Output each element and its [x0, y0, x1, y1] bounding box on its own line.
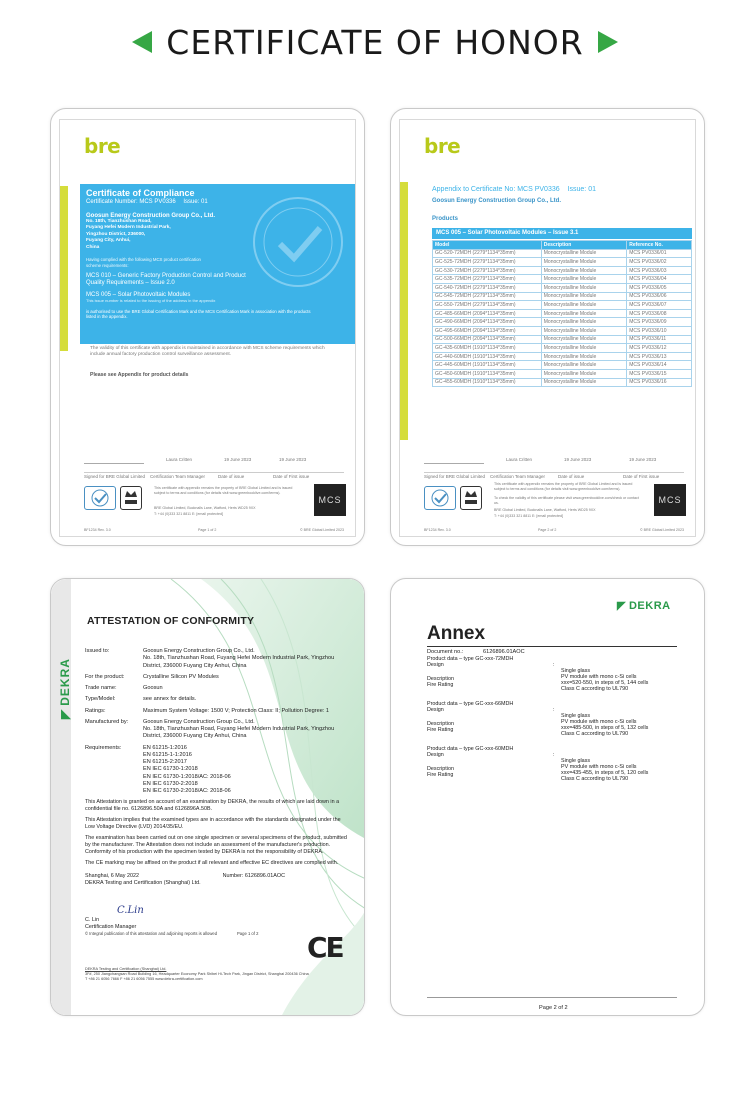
model-cell: GC-530-72MDH (2279*1134*35mm): [433, 266, 542, 275]
product-group: [427, 656, 677, 698]
footer-contact: T +86 21 6056 7666 F +86 21 6056 7555 www.dekra-certification.com: [85, 977, 203, 982]
compliance-panel: [80, 184, 356, 344]
reference-cell: MCS PV0336/05: [627, 283, 692, 292]
signer-block: [85, 917, 136, 931]
address-line: No. 18th, Tianzhushan Road,: [86, 219, 152, 224]
table-row: [433, 266, 692, 275]
column-header-reference: Reference No.: [627, 241, 692, 250]
reference-cell: MCS PV0336/09: [627, 318, 692, 327]
design-value: Single glass: [561, 668, 591, 674]
date-of-issue: 19 June 2023: [564, 457, 592, 462]
description-cell: Monocrystalline Module: [541, 369, 626, 378]
page-number: Page 1 of 2: [237, 931, 259, 936]
reference-cell: MCS PV0336/01: [627, 249, 692, 258]
field-label: Trade name:: [85, 685, 117, 692]
footer-note: This certificate with appendix remains the property of BRE Global Limited and is issued subject to terms and conditions (for details visit www.greenbooklive.com/terms).: [154, 486, 293, 495]
products-table-wrap: [432, 240, 692, 387]
description-cell: Monocrystalline Module: [541, 249, 626, 258]
model-cell: GC-435-60MDH (1910*1134*35mm): [433, 344, 542, 353]
field-value: see annex for details.: [143, 696, 197, 703]
ukas-seal: [84, 486, 116, 510]
reference-cell: MCS PV0336/14: [627, 361, 692, 370]
signer-name: Laura Critten: [166, 457, 193, 462]
group-heading: Product data – type GC-xxx-66MDH: [427, 701, 514, 707]
description-value: PV module with mono c-Si cells: [561, 719, 637, 725]
ukas-seal: [424, 486, 456, 510]
reference-cell: MCS PV0336/16: [627, 378, 692, 387]
design-label: Design: [427, 752, 444, 758]
description-cell: Monocrystalline Module: [541, 301, 626, 310]
dekra-side-logo: [55, 639, 75, 719]
products-label: Products: [432, 216, 459, 222]
product-group: [427, 746, 677, 788]
table-row: [433, 275, 692, 284]
reference-cell: MCS PV0336/10: [627, 326, 692, 335]
signature-labels: [84, 472, 344, 480]
range-value: xxx=435-455, in steps of 5, 120 cells: [561, 770, 649, 776]
model-cell: GC-525-72MDH (2279*1134*35mm): [433, 258, 542, 267]
annex-bottom-rule: [427, 997, 677, 998]
table-row: [433, 318, 692, 327]
attestation-page: [51, 579, 365, 1016]
date-first-issue: 19 June 2023: [629, 457, 657, 462]
field-row: [85, 695, 345, 706]
table-row: [433, 335, 692, 344]
attestation-number: Number: 6126896.01AOC: [222, 873, 285, 880]
role-label: Certification Team Manager: [490, 474, 545, 479]
certificate-page: [59, 119, 356, 537]
certificate-number: Certificate Number: MCS PV0336: [86, 199, 176, 205]
signature-line: [424, 463, 484, 464]
description-cell: Monocrystalline Module: [541, 335, 626, 344]
field-row: [85, 647, 345, 673]
model-cell: GC-535-72MDH (2279*1134*35mm): [433, 275, 542, 284]
standard-mcs010: MCS 010 – Generic Factory Production Control and Product Quality Requirements – Issue 2.0: [86, 272, 246, 286]
field-label: Issued to:: [85, 648, 110, 654]
model-cell: GC-495-66MDH (2094*1134*35mm): [433, 326, 542, 335]
model-cell: GC-545-72MDH (2279*1134*35mm): [433, 292, 542, 301]
table-row: [433, 292, 692, 301]
field-row: [85, 684, 345, 695]
date-first-issue: 19 June 2023: [279, 457, 307, 462]
description-cell: Monocrystalline Module: [541, 266, 626, 275]
table-row: [433, 283, 692, 292]
address-line: Fuyang Hefei Modern Industrial Park,: [86, 225, 171, 231]
field-row: [85, 673, 345, 684]
certificate-title: Certificate of Compliance: [86, 188, 195, 198]
company-name: Goosun Energy Construction Group Co., Ltd.: [86, 213, 215, 219]
table-row: [433, 378, 692, 387]
reference-cell: MCS PV0336/13: [627, 352, 692, 361]
dekra-arrow-icon: ◤: [617, 600, 626, 612]
group-heading: Product data – type GC-xxx-60MDH: [427, 746, 514, 752]
see-appendix: Please see Appendix for product details: [90, 372, 189, 378]
company-name: Goosun Energy Construction Group Co., Ltd.: [432, 198, 561, 204]
group-heading: Product data – type GC-xxx-72MDH: [427, 656, 514, 662]
design-label: Design: [427, 707, 444, 713]
model-cell: GC-540-72MDH (2279*1134*35mm): [433, 283, 542, 292]
table-row: [433, 258, 692, 267]
date-issue-label: Date of issue: [558, 474, 585, 479]
model-cell: GC-500-66MDH (2094*1134*35mm): [433, 335, 542, 344]
mcs-logo: MCS: [654, 484, 686, 516]
paragraph-ce: The CE marking may be affixed on the product if all relevant and effective EC directives are complied with.: [85, 860, 339, 867]
colon: :: [553, 752, 555, 758]
crown-icon: [121, 487, 141, 509]
place-date: Shanghai, 6 May 2022: [85, 873, 139, 880]
fire-rating-value: Class C according to UL790: [561, 776, 629, 782]
model-cell: GC-520-72MDH (2279*1134*35mm): [433, 249, 542, 258]
role-label: Certification Team Manager: [150, 474, 205, 479]
signature: C.Lin: [117, 905, 144, 916]
document-value: 6126896.01AOC: [483, 649, 525, 655]
column-header-description: Description: [541, 241, 626, 250]
reference-cell: MCS PV0336/04: [627, 275, 692, 284]
footer-address: BRE Global Limited, Bucknalls Lane, Watford, Herts WD25 9XX: [154, 506, 256, 510]
model-cell: GC-550-72MDH (2279*1134*35mm): [433, 301, 542, 310]
field-label: For the product:: [85, 673, 125, 680]
description-cell: Monocrystalline Module: [541, 344, 626, 353]
field-value: Goosun: [143, 685, 163, 692]
dekra-arrow-icon: ◤: [58, 708, 72, 719]
field-label: Requirements:: [85, 744, 122, 751]
copyright: © BRE Global Limited 2023: [300, 528, 344, 532]
description-cell: Monocrystalline Module: [541, 318, 626, 327]
model-cell: GC-485-66MDH (2094*1134*35mm): [433, 309, 542, 318]
footer-contact: T: +44 (0)333 321 8811 E: [email protected]: [494, 514, 563, 518]
integral-note: © Integral publication of this attestation and adjoining reports is allowed: [85, 931, 218, 936]
appendix-title-row: [432, 186, 596, 193]
signature-line: [84, 463, 144, 464]
address-line: China: [86, 244, 100, 250]
footer-contact: T: +44 (0)333 321 8811 E: [email protected]: [154, 512, 223, 516]
page-number: Page 1 of 2: [198, 528, 217, 532]
first-issue-label: Date of First issue: [623, 474, 660, 479]
annex-title: Annex: [427, 623, 486, 644]
description-cell: Monocrystalline Module: [541, 258, 626, 267]
signature-row: [424, 454, 684, 468]
arrow-right-icon: [598, 31, 618, 53]
signer-name: Laura Critten: [506, 457, 533, 462]
design-value: Single glass: [561, 758, 591, 764]
appendix-title: Appendix to Certificate No: MCS PV0336: [432, 186, 560, 193]
signer-name: C. Lin: [85, 917, 100, 923]
annex-rule: [427, 646, 677, 647]
signature-label: Signed for BRE Global Limited: [84, 474, 146, 479]
lime-stripe: [60, 186, 68, 351]
check-seal-icon: [250, 194, 346, 290]
reference-cell: MCS PV0336/06: [627, 292, 692, 301]
model-cell: GC-440-60MDH (1910*1134*35mm): [433, 352, 542, 361]
arrow-left-icon: [132, 31, 152, 53]
dekra-logo-text: DEKRA: [628, 599, 671, 612]
description-label: Description: [427, 676, 454, 682]
appendix-page: [399, 119, 696, 537]
form-number: BF1234 Rev. 3.0: [424, 528, 451, 532]
field-label: Type/Model:: [85, 696, 116, 703]
crown-icon: [461, 487, 481, 509]
certificate-card-2[interactable]: [390, 108, 705, 546]
field-label: Ratings:: [85, 707, 106, 714]
bre-logo: bre: [424, 134, 461, 158]
copyright: © BRE Global Limited 2023: [640, 528, 684, 532]
annex-groups: [427, 656, 677, 788]
signer-role: Certification Manager: [85, 924, 137, 931]
products-table: [432, 240, 692, 387]
table-row: [433, 249, 692, 258]
description-cell: Monocrystalline Module: [541, 378, 626, 387]
attestation-paragraphs: [85, 799, 347, 887]
having-complied: Having complied with the following MCS product certification scheme requirements:: [86, 257, 201, 268]
model-cell: GC-445-60MDH (1910*1134*35mm): [433, 361, 542, 370]
lime-stripe: [400, 182, 408, 440]
field-row: [85, 707, 345, 718]
ce-mark: CE: [307, 931, 343, 964]
range-value: xxx=485-500, in steps of 5, 132 cells: [561, 725, 649, 731]
reference-cell: MCS PV0336/02: [627, 258, 692, 267]
reference-cell: MCS PV0336/08: [627, 309, 692, 318]
signature-row: [84, 454, 344, 468]
design-value: Single glass: [561, 713, 591, 719]
attestation-table: [85, 647, 345, 799]
bre-logo: bre: [84, 134, 121, 158]
footer-check: To check the validity of this certificate please visit www.greenbooklive.com/check or contact us.: [494, 496, 639, 505]
standard-bar: MCS 005 – Solar Photovoltaic Modules – Issue 3.1: [432, 228, 692, 239]
table-row: [433, 352, 692, 361]
standard-note: This issue number is related to the issuing of the address in the appendix: [86, 297, 216, 303]
fire-rating-label: Fire Rating: [427, 682, 454, 688]
description-cell: Monocrystalline Module: [541, 283, 626, 292]
description-cell: Monocrystalline Module: [541, 326, 626, 335]
reference-cell: MCS PV0336/03: [627, 266, 692, 275]
dekra-logo: [617, 599, 671, 612]
footer-address: BRE Global Limited, Bucknalls Lane, Watford, Herts WD25 9XX: [494, 508, 596, 512]
fire-rating-value: Class C according to UL790: [561, 731, 629, 737]
reference-cell: MCS PV0336/07: [627, 301, 692, 310]
table-row: [433, 369, 692, 378]
description-label: Description: [427, 766, 454, 772]
first-issue-label: Date of First issue: [273, 474, 310, 479]
address-line: Fuyang City, Anhui,: [86, 238, 131, 244]
fire-rating-label: Fire Rating: [427, 727, 454, 733]
description-cell: Monocrystalline Module: [541, 309, 626, 318]
page-header: [0, 18, 750, 66]
field-row: [85, 718, 345, 744]
paragraph-examination: This Attestation is granted on account of an examination by DEKRA, the results of which are laid down in a confidential file no. 6126896.50A and 6126896A.50B.: [85, 799, 340, 813]
range-value: xxx=520-550, in steps of 5, 144 cells: [561, 680, 649, 686]
page-number: Page 2 of 2: [538, 528, 557, 532]
address-line: Yingzhou District, 236000,: [86, 231, 146, 237]
reference-cell: MCS PV0336/11: [627, 335, 692, 344]
field-value: EN 61215-1:2016 EN 61215-1-1:2016 EN 61215-2:2017 EN IEC 61730-1:2018 EN IEC 61730-1:2018/AC: 2018-06 EN IEC 61730-2:2018 EN IEC 61730-2:2018/AC: 2018-06: [143, 744, 231, 795]
design-label: Design: [427, 662, 444, 668]
attestation-fields: [85, 647, 345, 799]
dekra-side-logo-text: DEKRA: [58, 658, 72, 706]
field-value: Maximum System Voltage: 1500 V; Protection Class: II; Pollution Degree: 1: [143, 707, 330, 714]
footer-address: 3F#, 250 Jiangchangsan Road Building 16, Headquarter Economy Park Shibei Hi-Tech Park, Jingan District, Shanghai 200436 China: [85, 972, 309, 977]
fire-rating-label: Fire Rating: [427, 772, 454, 778]
fire-rating-value: Class C according to UL790: [561, 686, 629, 692]
table-row: [433, 344, 692, 353]
reference-cell: MCS PV0336/12: [627, 344, 692, 353]
model-cell: GC-450-60MDH (1910*1134*35mm): [433, 369, 542, 378]
form-number: BF1234 Rev. 3.0: [84, 528, 111, 532]
issue-number: Issue: 01: [567, 186, 596, 193]
description-value: PV module with mono c-Si cells: [561, 764, 637, 770]
model-cell: GC-490-66MDH (2094*1134*35mm): [433, 318, 542, 327]
issuer: DEKRA Testing and Certification (Shanghai) Ltd.: [85, 880, 201, 887]
page-number: Page 2 of 2: [539, 1005, 568, 1011]
page-title: CERTIFICATE OF HONOR: [166, 22, 584, 62]
standard-mcs005: MCS 005 – Solar Photovoltaic Modules: [86, 291, 191, 298]
description-cell: Monocrystalline Module: [541, 352, 626, 361]
certificate-card-3[interactable]: [50, 578, 365, 1016]
date-issue-label: Date of issue: [218, 474, 245, 479]
paragraph-specimen: The examination has been carried out on one single specimen or several specimens of the product, submitted by the manufacturer. The Attestation does not include an assessment of the manufacturer's production. Conformity of his production with the specimen tested by DEKRA is not the responsibility of DEKRA.: [85, 835, 347, 856]
signature-labels: [424, 472, 684, 480]
issue-number: Issue: 01: [183, 199, 208, 205]
field-label: Manufactured by:: [85, 718, 129, 725]
mcs-logo: MCS: [314, 484, 346, 516]
date-of-issue: 19 June 2023: [224, 457, 252, 462]
description-cell: Monocrystalline Module: [541, 361, 626, 370]
table-header-row: [433, 241, 692, 250]
authorised-text: is authorised to use the BRE Global Certification Mark and the MCS Certification Mark in association with the products listed in the appendix.: [86, 308, 311, 320]
field-value: Goosun Energy Construction Group Co., Ltd. No. 18th, Tianzhushan Road, Fuyang Hefei Modern Industrial Park, Yingzhou District, 236000 Fuyang City Anhui, China: [143, 718, 335, 740]
attestation-title: ATTESTATION OF CONFORMITY: [87, 615, 255, 627]
field-row: [85, 744, 345, 799]
validity-text: The validity of this certificate with appendix is maintained in accordance with MCS scheme requirements which include annual factory production control surveillance assessment.: [90, 346, 325, 358]
model-cell: GC-455-60MDH (1910*1134*35mm): [433, 378, 542, 387]
certificate-card-1[interactable]: [50, 108, 365, 546]
check-seal-icon: [425, 487, 455, 509]
document-label: Document no.:: [427, 649, 464, 655]
certificate-card-4[interactable]: [390, 578, 705, 1016]
table-row: [433, 361, 692, 370]
paragraph-lvd: This Attestation implies that the examined types are in accordance with the standards designated under the Low Voltage Directive (LVD) 2014/35/EU.: [85, 817, 341, 831]
ukas-crown-seal: [460, 486, 482, 510]
ukas-crown-seal: [120, 486, 142, 510]
table-row: [433, 309, 692, 318]
column-header-model: Model: [433, 241, 542, 250]
colon: :: [553, 662, 555, 668]
description-label: Description: [427, 721, 454, 727]
signature-label: Signed for BRE Global Limited: [424, 474, 486, 479]
description-cell: Monocrystalline Module: [541, 275, 626, 284]
footer: [85, 967, 345, 982]
description-cell: Monocrystalline Module: [541, 292, 626, 301]
colon: :: [553, 707, 555, 713]
product-group: [427, 701, 677, 743]
reference-cell: MCS PV0336/15: [627, 369, 692, 378]
field-value: Goosun Energy Construction Group Co., Ltd. No. 18th, Tianzhushan Road, Fuyang Hefei Modern Industrial Park, Yingzhou District, 236000 Fuyang City Anhui, China: [143, 648, 335, 669]
field-value: Crystalline Silicon PV Modules: [143, 673, 219, 680]
footer-company: DEKRA Testing and Certification (Shanghai) Ltd.: [85, 967, 167, 971]
description-value: PV module with mono c-Si cells: [561, 674, 637, 680]
table-row: [433, 301, 692, 310]
footer-note: This certificate with appendix remains the property of BRE Global Limited and is issued subject to terms and conditions (for details visit www.greenbooklive.com/terms).: [494, 482, 633, 491]
document-number-row: [427, 649, 677, 655]
table-row: [433, 326, 692, 335]
check-seal-icon: [85, 487, 115, 509]
